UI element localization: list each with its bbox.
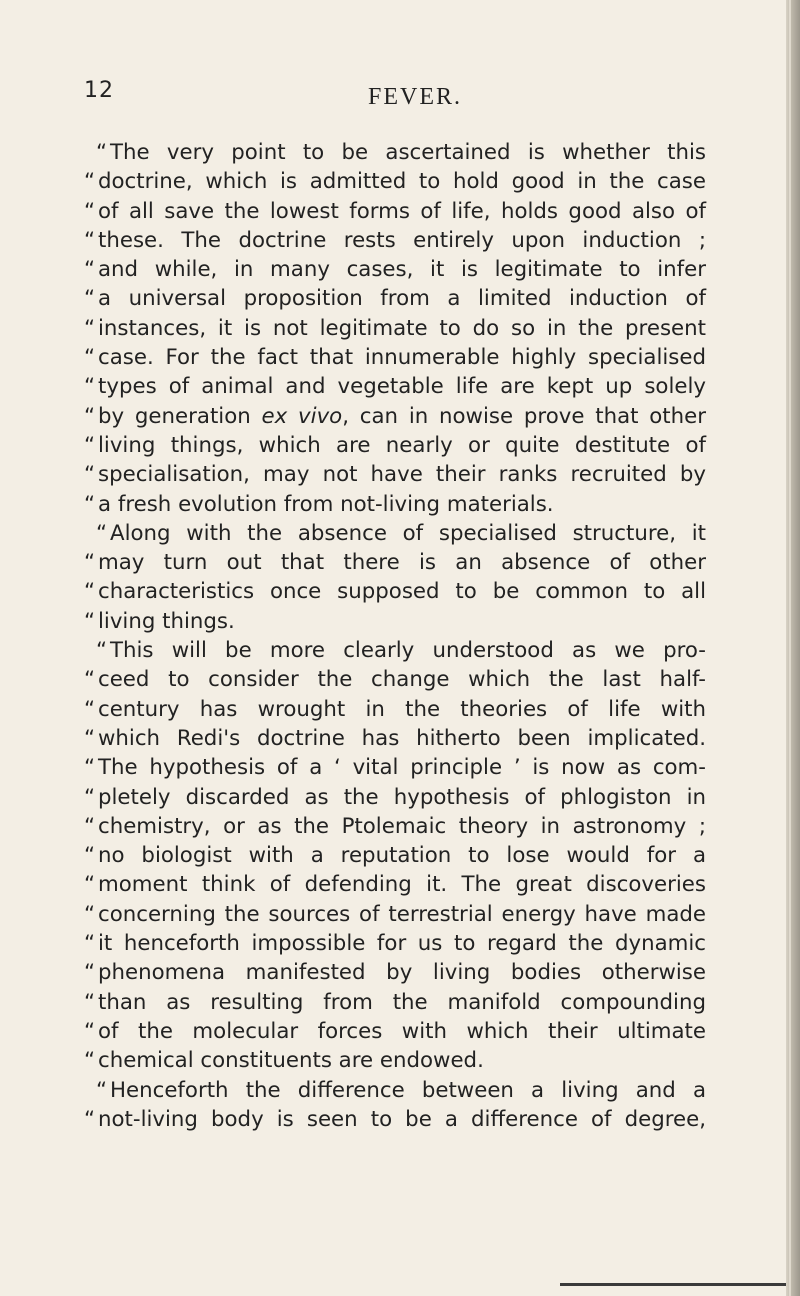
line-text: specialisation, may not have their ranks recruited by — [98, 462, 706, 488]
quote-mark: “ — [96, 140, 108, 165]
line-text: ceed to consider the change which the last half- — [98, 667, 706, 693]
text-line — [84, 958, 714, 987]
quote-mark: “ — [84, 198, 96, 224]
line-text: phenomena manifested by living bodies otherwise — [98, 960, 706, 986]
text-line — [84, 929, 714, 958]
quote-mark: “ — [84, 1018, 96, 1044]
quote-mark: “ — [84, 432, 96, 458]
line-text: moment think of defending it. The great discoveries — [98, 872, 706, 898]
line-text: types of animal and vegetable life are kept up solely — [98, 374, 706, 400]
text-line — [84, 1046, 714, 1075]
line-text: and while, in many cases, it is legitimate to infer — [98, 257, 706, 283]
text-line — [84, 460, 714, 489]
line-text: The very point to be ascertained is whether this — [110, 140, 706, 165]
quote-mark: “ — [84, 227, 96, 253]
text-line — [84, 900, 714, 929]
text-line — [84, 431, 714, 460]
quote-mark: “ — [84, 872, 96, 898]
line-text: case. For the fact that innumerable highly specialised — [98, 345, 706, 371]
quote-mark: “ — [84, 784, 96, 810]
line-text: it henceforth impossible for us to regard the dynamic — [98, 931, 706, 957]
line-text: This will be more clearly understood as we pro- — [110, 638, 706, 664]
quote-mark: “ — [84, 667, 96, 693]
quote-mark: “ — [84, 813, 96, 839]
line-text: a universal proposition from a limited induction of — [98, 286, 706, 312]
line-text: The hypothesis of a ‘ vital principle ’ is now as com- — [98, 755, 706, 781]
quote-mark: “ — [84, 960, 96, 986]
text-line — [84, 372, 714, 401]
line-text: concerning the sources of terrestrial energy have made — [98, 901, 706, 927]
line-text: century has wrought in the theories of life with — [98, 696, 706, 722]
quote-mark: “ — [84, 257, 96, 283]
quote-mark: “ — [84, 579, 96, 605]
text-line — [84, 490, 714, 519]
quote-mark: “ — [96, 1077, 108, 1103]
bottom-rule — [560, 1283, 786, 1286]
quote-mark: “ — [84, 345, 96, 371]
quote-mark: “ — [84, 286, 96, 312]
line-text: instances, it is not legitimate to do so in the present — [98, 315, 706, 341]
text-line — [84, 226, 714, 255]
text-line — [84, 519, 714, 548]
quote-mark: “ — [84, 374, 96, 400]
quote-mark: “ — [84, 608, 96, 634]
quote-mark: “ — [96, 638, 108, 664]
quote-mark: “ — [84, 491, 96, 517]
text-line — [84, 402, 714, 431]
quote-mark: “ — [84, 755, 96, 781]
line-text: a fresh evolution from not-living materials. — [98, 491, 554, 517]
line-text: characteristics once supposed to be common to all — [98, 579, 706, 605]
running-title: FEVER. — [367, 84, 462, 110]
text-line — [84, 636, 714, 665]
quote-mark: “ — [84, 1048, 96, 1074]
quote-mark: “ — [84, 1106, 96, 1132]
text-line — [84, 548, 714, 577]
text-line — [84, 724, 714, 753]
body-text — [84, 138, 714, 1134]
line-text: Henceforth the difference between a living and a — [110, 1077, 706, 1103]
page-edge-shadow — [786, 0, 800, 1296]
line-text: of all save the lowest forms of life, holds good also of — [98, 198, 706, 224]
text-line — [84, 138, 714, 167]
page-number: 12 — [84, 78, 114, 103]
quote-mark: “ — [84, 403, 96, 429]
line-text: these. The doctrine rests entirely upon induction ; — [98, 227, 706, 253]
text-line — [84, 695, 714, 724]
line-text: living things, which are nearly or quite destitute of — [98, 432, 706, 458]
line-text: of the molecular forces with which their ultimate — [98, 1018, 706, 1044]
text-line — [84, 167, 714, 196]
text-line — [84, 753, 714, 782]
line-text: living things. — [98, 608, 235, 634]
text-line — [84, 841, 714, 870]
quote-mark: “ — [84, 931, 96, 957]
line-text: chemical constituents are endowed. — [98, 1048, 484, 1074]
text-line — [84, 607, 714, 636]
text-line — [84, 783, 714, 812]
text-line — [84, 812, 714, 841]
quote-mark: “ — [84, 550, 96, 576]
text-line — [84, 870, 714, 899]
text-line — [84, 665, 714, 694]
line-text: may turn out that there is an absence of other — [98, 550, 706, 576]
line-text: Along with the absence of specialised structure, it — [110, 520, 706, 546]
quote-mark: “ — [84, 315, 96, 341]
line-text: doctrine, which is admitted to hold good in the case — [98, 169, 706, 195]
text-line — [84, 197, 714, 226]
text-line — [84, 314, 714, 343]
quote-mark: “ — [96, 520, 108, 546]
line-text: no biologist with a reputation to lose would for a — [98, 843, 706, 869]
text-line — [84, 343, 714, 372]
quote-mark: “ — [84, 169, 96, 195]
line-text: which Redi's doctrine has hitherto been implicated. — [98, 725, 706, 751]
quote-mark: “ — [84, 843, 96, 869]
line-text: not-living body is seen to be a difference of degree, — [98, 1106, 706, 1132]
line-text: than as resulting from the manifold compounding — [98, 989, 706, 1015]
text-line — [84, 255, 714, 284]
text-line — [84, 284, 714, 313]
text-line — [84, 988, 714, 1017]
quote-mark: “ — [84, 989, 96, 1015]
text-line — [84, 1076, 714, 1105]
latin-phrase: ex vivo — [261, 403, 343, 429]
quote-mark: “ — [84, 462, 96, 488]
quote-mark: “ — [84, 696, 96, 722]
line-text: chemistry, or as the Ptolemaic theory in astronomy ; — [98, 813, 706, 839]
text-line — [84, 1017, 714, 1046]
text-line — [84, 1105, 714, 1134]
quote-mark: “ — [84, 901, 96, 927]
text-line — [84, 577, 714, 606]
line-text: by generation ex vivo, can in nowise prove that other — [98, 403, 706, 429]
line-text: pletely discarded as the hypothesis of phlogiston in — [98, 784, 706, 810]
quote-mark: “ — [84, 725, 96, 751]
